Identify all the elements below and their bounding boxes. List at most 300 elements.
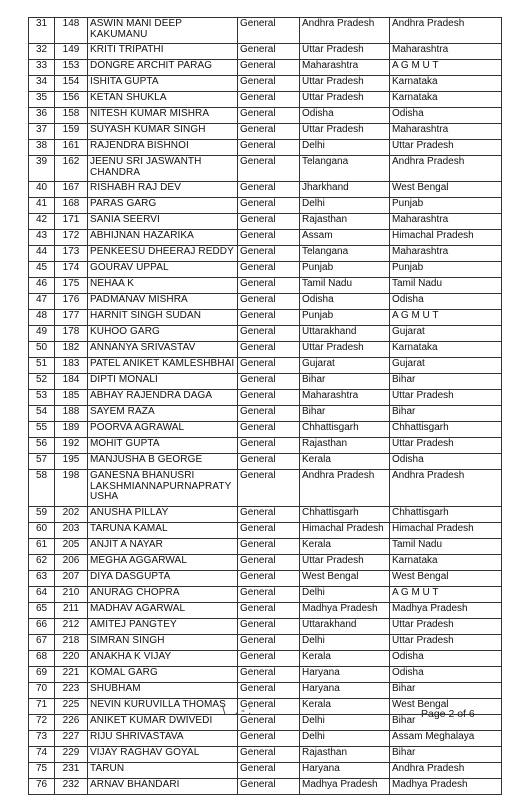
allocated-cadre-cell: Assam Meghalaya bbox=[390, 731, 502, 747]
serial-number-cell: 75 bbox=[29, 763, 55, 779]
category-cell: General bbox=[238, 374, 300, 390]
rank-cell: 159 bbox=[55, 124, 88, 140]
category-cell: General bbox=[238, 699, 300, 715]
allocated-cadre-cell: Uttar Pradesh bbox=[390, 619, 502, 635]
rank-cell: 227 bbox=[55, 731, 88, 747]
home-state-cell: Assam bbox=[300, 230, 390, 246]
allocated-cadre-cell: Uttar Pradesh bbox=[390, 140, 502, 156]
category-cell: General bbox=[238, 422, 300, 438]
candidate-name-cell: TARUN bbox=[88, 763, 238, 779]
serial-number-cell: 66 bbox=[29, 619, 55, 635]
category-cell: General bbox=[238, 619, 300, 635]
serial-number-cell: 51 bbox=[29, 358, 55, 374]
candidate-name-cell: ASWIN MANI DEEP KAKUMANU bbox=[88, 18, 238, 44]
home-state-cell: Delhi bbox=[300, 140, 390, 156]
serial-number-cell: 31 bbox=[29, 18, 55, 44]
allocated-cadre-cell: Madhya Pradesh bbox=[390, 779, 502, 795]
candidate-name-cell: KOMAL GARG bbox=[88, 667, 238, 683]
category-cell: General bbox=[238, 406, 300, 422]
allocated-cadre-cell: Himachal Pradesh bbox=[390, 230, 502, 246]
candidate-name-cell: GANESNA BHANUSRI LAKSHMIANNAPURNAPRATY USHA bbox=[88, 470, 238, 507]
home-state-cell: Gujarat bbox=[300, 358, 390, 374]
table-row bbox=[29, 108, 502, 124]
category-cell: General bbox=[238, 667, 300, 683]
candidate-name-cell: NEVIN KURUVILLA THOMAS bbox=[88, 699, 238, 715]
serial-number-cell: 43 bbox=[29, 230, 55, 246]
candidate-name-cell: MADHAV AGARWAL bbox=[88, 603, 238, 619]
candidate-name-cell: GOURAV UPPAL bbox=[88, 262, 238, 278]
table-row bbox=[29, 92, 502, 108]
serial-number-cell: 54 bbox=[29, 406, 55, 422]
table-row bbox=[29, 60, 502, 76]
category-cell: General bbox=[238, 278, 300, 294]
table-row bbox=[29, 470, 502, 507]
rank-cell: 195 bbox=[55, 454, 88, 470]
home-state-cell: Maharashtra bbox=[300, 60, 390, 76]
allocated-cadre-cell: Maharashtra bbox=[390, 246, 502, 262]
home-state-cell: Haryana bbox=[300, 763, 390, 779]
home-state-cell: Bihar bbox=[300, 374, 390, 390]
home-state-cell: Chhattisgarh bbox=[300, 507, 390, 523]
allocated-cadre-cell: A G M U T bbox=[390, 310, 502, 326]
home-state-cell: Haryana bbox=[300, 683, 390, 699]
rank-cell: 158 bbox=[55, 108, 88, 124]
rank-cell: 161 bbox=[55, 140, 88, 156]
allocated-cadre-cell: Uttar Pradesh bbox=[390, 390, 502, 406]
home-state-cell: Bihar bbox=[300, 406, 390, 422]
category-cell: General bbox=[238, 358, 300, 374]
serial-number-cell: 47 bbox=[29, 294, 55, 310]
allocated-cadre-cell: Tamil Nadu bbox=[390, 278, 502, 294]
serial-number-cell: 70 bbox=[29, 683, 55, 699]
category-cell: General bbox=[238, 140, 300, 156]
rank-cell: 225 bbox=[55, 699, 88, 715]
candidate-name-cell: ANIKET KUMAR DWIVEDI bbox=[88, 715, 238, 731]
allocated-cadre-cell: A G M U T bbox=[390, 587, 502, 603]
serial-number-cell: 34 bbox=[29, 76, 55, 92]
serial-number-cell: 40 bbox=[29, 182, 55, 198]
table-row bbox=[29, 246, 502, 262]
allocated-cadre-cell: Uttar Pradesh bbox=[390, 438, 502, 454]
table-row bbox=[29, 358, 502, 374]
home-state-cell: Kerala bbox=[300, 454, 390, 470]
table-row bbox=[29, 523, 502, 539]
allocated-cadre-cell: Bihar bbox=[390, 374, 502, 390]
rank-cell: 188 bbox=[55, 406, 88, 422]
home-state-cell: Madhya Pradesh bbox=[300, 779, 390, 795]
rank-cell: 207 bbox=[55, 571, 88, 587]
candidate-name-cell: ANAKHA K VIJAY bbox=[88, 651, 238, 667]
table-row bbox=[29, 310, 502, 326]
table-row bbox=[29, 539, 502, 555]
rank-cell: 211 bbox=[55, 603, 88, 619]
table-row bbox=[29, 603, 502, 619]
category-cell: General bbox=[238, 156, 300, 182]
category-cell: General bbox=[238, 763, 300, 779]
candidate-name-cell: DONGRE ARCHIT PARAG bbox=[88, 60, 238, 76]
home-state-cell: Delhi bbox=[300, 635, 390, 651]
table-row bbox=[29, 438, 502, 454]
serial-number-cell: 67 bbox=[29, 635, 55, 651]
table-row bbox=[29, 76, 502, 92]
candidate-name-cell: TARUNA KAMAL bbox=[88, 523, 238, 539]
category-cell: General bbox=[238, 454, 300, 470]
page-number: Page 2 of 6 bbox=[421, 708, 475, 720]
table-row bbox=[29, 374, 502, 390]
serial-number-cell: 60 bbox=[29, 523, 55, 539]
candidate-name-cell: PATEL ANIKET KAMLESHBHAI bbox=[88, 358, 238, 374]
candidate-name-cell: ABHIJNAN HAZARIKA bbox=[88, 230, 238, 246]
candidate-name-cell: ISHITA GUPTA bbox=[88, 76, 238, 92]
allocated-cadre-cell: Andhra Pradesh bbox=[390, 470, 502, 507]
serial-number-cell: 44 bbox=[29, 246, 55, 262]
allocated-cadre-cell: Odisha bbox=[390, 108, 502, 124]
home-state-cell: Uttar Pradesh bbox=[300, 124, 390, 140]
rank-cell: 183 bbox=[55, 358, 88, 374]
category-cell: General bbox=[238, 731, 300, 747]
rank-cell: 184 bbox=[55, 374, 88, 390]
category-cell: General bbox=[238, 683, 300, 699]
candidate-name-cell: HARNIT SINGH SUDAN bbox=[88, 310, 238, 326]
table-row bbox=[29, 18, 502, 44]
table-row bbox=[29, 140, 502, 156]
allocated-cadre-cell: West Bengal bbox=[390, 699, 502, 715]
home-state-cell: Uttar Pradesh bbox=[300, 76, 390, 92]
candidate-name-cell: NEHAA K bbox=[88, 278, 238, 294]
allocated-cadre-cell: Karnataka bbox=[390, 92, 502, 108]
serial-number-cell: 76 bbox=[29, 779, 55, 795]
home-state-cell: Punjab bbox=[300, 262, 390, 278]
category-cell: General bbox=[238, 18, 300, 44]
rank-cell: 232 bbox=[55, 779, 88, 795]
candidate-name-cell: VIJAY RAGHAV GOYAL bbox=[88, 747, 238, 763]
table-row bbox=[29, 454, 502, 470]
rank-cell: 203 bbox=[55, 523, 88, 539]
rank-cell: 185 bbox=[55, 390, 88, 406]
serial-number-cell: 55 bbox=[29, 422, 55, 438]
rank-cell: 223 bbox=[55, 683, 88, 699]
serial-number-cell: 62 bbox=[29, 555, 55, 571]
serial-number-cell: 69 bbox=[29, 667, 55, 683]
table-row bbox=[29, 651, 502, 667]
table-row bbox=[29, 214, 502, 230]
home-state-cell: Uttar Pradesh bbox=[300, 342, 390, 358]
home-state-cell: Telangana bbox=[300, 246, 390, 262]
allocated-cadre-cell: Bihar bbox=[390, 715, 502, 731]
table-row bbox=[29, 667, 502, 683]
table-row bbox=[29, 182, 502, 198]
rank-cell: 229 bbox=[55, 747, 88, 763]
home-state-cell: Delhi bbox=[300, 715, 390, 731]
rank-cell: 172 bbox=[55, 230, 88, 246]
home-state-cell: Delhi bbox=[300, 198, 390, 214]
home-state-cell: Uttar Pradesh bbox=[300, 44, 390, 60]
category-cell: General bbox=[238, 651, 300, 667]
home-state-cell: Rajasthan bbox=[300, 747, 390, 763]
serial-number-cell: 56 bbox=[29, 438, 55, 454]
home-state-cell: Odisha bbox=[300, 108, 390, 124]
home-state-cell: Kerala bbox=[300, 539, 390, 555]
serial-number-cell: 50 bbox=[29, 342, 55, 358]
category-cell: General bbox=[238, 587, 300, 603]
allocated-cadre-cell: Bihar bbox=[390, 406, 502, 422]
rank-cell: 156 bbox=[55, 92, 88, 108]
table-row bbox=[29, 571, 502, 587]
candidate-name-cell: MOHIT GUPTA bbox=[88, 438, 238, 454]
category-cell: General bbox=[238, 44, 300, 60]
home-state-cell: Uttarakhand bbox=[300, 326, 390, 342]
home-state-cell: Punjab bbox=[300, 310, 390, 326]
category-cell: General bbox=[238, 310, 300, 326]
rank-cell: 149 bbox=[55, 44, 88, 60]
home-state-cell: Jharkhand bbox=[300, 182, 390, 198]
category-cell: General bbox=[238, 342, 300, 358]
table-row bbox=[29, 635, 502, 651]
home-state-cell: Himachal Pradesh bbox=[300, 523, 390, 539]
table-row bbox=[29, 294, 502, 310]
serial-number-cell: 61 bbox=[29, 539, 55, 555]
candidate-name-cell: AMITEJ PANGTEY bbox=[88, 619, 238, 635]
allocated-cadre-cell: Andhra Pradesh bbox=[390, 18, 502, 44]
allocated-cadre-cell: Andhra Pradesh bbox=[390, 763, 502, 779]
rank-cell: 177 bbox=[55, 310, 88, 326]
serial-number-cell: 74 bbox=[29, 747, 55, 763]
category-cell: General bbox=[238, 246, 300, 262]
serial-number-cell: 58 bbox=[29, 470, 55, 507]
category-cell: General bbox=[238, 294, 300, 310]
candidate-name-cell: SIMRAN SINGH bbox=[88, 635, 238, 651]
table-row bbox=[29, 779, 502, 795]
home-state-cell: Andhra Pradesh bbox=[300, 470, 390, 507]
allocated-cadre-cell: Bihar bbox=[390, 747, 502, 763]
candidate-name-cell: MANJUSHA B GEORGE bbox=[88, 454, 238, 470]
candidate-name-cell: ABHAY RAJENDRA DAGA bbox=[88, 390, 238, 406]
rank-cell: 182 bbox=[55, 342, 88, 358]
home-state-cell: Maharashtra bbox=[300, 390, 390, 406]
home-state-cell: Chhattisgarh bbox=[300, 422, 390, 438]
table-row bbox=[29, 198, 502, 214]
allocated-cadre-cell: West Bengal bbox=[390, 182, 502, 198]
rank-cell: 168 bbox=[55, 198, 88, 214]
rank-cell: 167 bbox=[55, 182, 88, 198]
serial-number-cell: 39 bbox=[29, 156, 55, 182]
candidate-name-cell: RISHABH RAJ DEV bbox=[88, 182, 238, 198]
candidate-name-cell: MEGHA AGGARWAL bbox=[88, 555, 238, 571]
category-cell: General bbox=[238, 124, 300, 140]
rank-cell: 174 bbox=[55, 262, 88, 278]
table-row bbox=[29, 507, 502, 523]
category-cell: General bbox=[238, 523, 300, 539]
category-cell: General bbox=[238, 747, 300, 763]
candidate-name-cell: SHUBHAM bbox=[88, 683, 238, 699]
table-row bbox=[29, 683, 502, 699]
allocated-cadre-cell: Odisha bbox=[390, 667, 502, 683]
candidate-name-cell: ANUSHA PILLAY bbox=[88, 507, 238, 523]
candidate-name-cell: KUHOO GARG bbox=[88, 326, 238, 342]
serial-number-cell: 46 bbox=[29, 278, 55, 294]
allocated-cadre-cell: Maharashtra bbox=[390, 44, 502, 60]
table-row bbox=[29, 156, 502, 182]
home-state-cell: Madhya Pradesh bbox=[300, 603, 390, 619]
home-state-cell: Rajasthan bbox=[300, 438, 390, 454]
rank-cell: 218 bbox=[55, 635, 88, 651]
table-row bbox=[29, 619, 502, 635]
home-state-cell: Delhi bbox=[300, 731, 390, 747]
allocated-cadre-cell: Maharashtra bbox=[390, 124, 502, 140]
table-row bbox=[29, 230, 502, 246]
allocated-cadre-cell: Tamil Nadu bbox=[390, 539, 502, 555]
table-row bbox=[29, 555, 502, 571]
category-cell: General bbox=[238, 603, 300, 619]
home-state-cell: Telangana bbox=[300, 156, 390, 182]
rank-cell: 178 bbox=[55, 326, 88, 342]
category-cell: General bbox=[238, 555, 300, 571]
allocated-cadre-cell: Bihar bbox=[390, 683, 502, 699]
serial-number-cell: 33 bbox=[29, 60, 55, 76]
candidate-name-cell: KETAN SHUKLA bbox=[88, 92, 238, 108]
candidate-name-cell: ANJIT A NAYAR bbox=[88, 539, 238, 555]
rank-cell: 206 bbox=[55, 555, 88, 571]
candidate-name-cell: RAJENDRA BISHNOI bbox=[88, 140, 238, 156]
serial-number-cell: 57 bbox=[29, 454, 55, 470]
candidate-name-cell: KRITI TRIPATHI bbox=[88, 44, 238, 60]
category-cell: General bbox=[238, 230, 300, 246]
candidate-name-cell: ANNANYA SRIVASTAV bbox=[88, 342, 238, 358]
allocated-cadre-cell: Odisha bbox=[390, 454, 502, 470]
home-state-cell: Haryana bbox=[300, 667, 390, 683]
serial-number-cell: 73 bbox=[29, 731, 55, 747]
serial-number-cell: 38 bbox=[29, 140, 55, 156]
candidate-name-cell: DIPTI MONALI bbox=[88, 374, 238, 390]
serial-number-cell: 65 bbox=[29, 603, 55, 619]
serial-number-cell: 41 bbox=[29, 198, 55, 214]
candidate-name-cell: JEENU SRI JASWANTH CHANDRA bbox=[88, 156, 238, 182]
allocated-cadre-cell: West Bengal bbox=[390, 571, 502, 587]
serial-number-cell: 35 bbox=[29, 92, 55, 108]
candidate-name-cell: RIJU SHRIVASTAVA bbox=[88, 731, 238, 747]
table-row bbox=[29, 44, 502, 60]
allocated-cadre-cell: Himachal Pradesh bbox=[390, 523, 502, 539]
allocated-cadre-cell: Karnataka bbox=[390, 76, 502, 92]
category-cell: General bbox=[238, 470, 300, 507]
allocation-table bbox=[28, 17, 502, 795]
rank-cell: 198 bbox=[55, 470, 88, 507]
allocated-cadre-cell: Odisha bbox=[390, 651, 502, 667]
category-cell: General bbox=[238, 262, 300, 278]
table-row bbox=[29, 422, 502, 438]
allocated-cadre-cell: Chhattisgarh bbox=[390, 422, 502, 438]
category-cell: General bbox=[238, 571, 300, 587]
home-state-cell: Odisha bbox=[300, 294, 390, 310]
table-row bbox=[29, 406, 502, 422]
serial-number-cell: 64 bbox=[29, 587, 55, 603]
serial-number-cell: 53 bbox=[29, 390, 55, 406]
rank-cell: 171 bbox=[55, 214, 88, 230]
allocated-cadre-cell: Karnataka bbox=[390, 555, 502, 571]
category-cell: General bbox=[238, 198, 300, 214]
rank-cell: 231 bbox=[55, 763, 88, 779]
rank-cell: 154 bbox=[55, 76, 88, 92]
home-state-cell: Uttar Pradesh bbox=[300, 92, 390, 108]
serial-number-cell: 72 bbox=[29, 715, 55, 731]
table-row bbox=[29, 262, 502, 278]
rank-cell: 189 bbox=[55, 422, 88, 438]
allocated-cadre-cell: A G M U T bbox=[390, 60, 502, 76]
rank-cell: 221 bbox=[55, 667, 88, 683]
home-state-cell: West Bengal bbox=[300, 571, 390, 587]
allocated-cadre-cell: Andhra Pradesh bbox=[390, 156, 502, 182]
category-cell: General bbox=[238, 390, 300, 406]
allocated-cadre-cell: Karnataka bbox=[390, 342, 502, 358]
rank-cell: 175 bbox=[55, 278, 88, 294]
rank-cell: 210 bbox=[55, 587, 88, 603]
home-state-cell: Rajasthan bbox=[300, 214, 390, 230]
rank-cell: 153 bbox=[55, 60, 88, 76]
serial-number-cell: 49 bbox=[29, 326, 55, 342]
category-cell: General bbox=[238, 438, 300, 454]
serial-number-cell: 52 bbox=[29, 374, 55, 390]
category-cell: General bbox=[238, 92, 300, 108]
rank-cell: 202 bbox=[55, 507, 88, 523]
table-row bbox=[29, 326, 502, 342]
home-state-cell: Kerala bbox=[300, 699, 390, 715]
rank-cell: 176 bbox=[55, 294, 88, 310]
home-state-cell: Uttar Pradesh bbox=[300, 555, 390, 571]
category-cell: General bbox=[238, 779, 300, 795]
candidate-name-cell: SANIA SEERVI bbox=[88, 214, 238, 230]
serial-number-cell: 36 bbox=[29, 108, 55, 124]
table-row bbox=[29, 763, 502, 779]
home-state-cell: Kerala bbox=[300, 651, 390, 667]
candidate-name-cell: SUYASH KUMAR SINGH bbox=[88, 124, 238, 140]
allocated-cadre-cell: Gujarat bbox=[390, 326, 502, 342]
category-cell: General bbox=[238, 715, 300, 731]
handwritten-mark: \ .-: bbox=[222, 703, 255, 717]
serial-number-cell: 59 bbox=[29, 507, 55, 523]
rank-cell: 212 bbox=[55, 619, 88, 635]
category-cell: General bbox=[238, 635, 300, 651]
allocated-cadre-cell: Uttar Pradesh bbox=[390, 635, 502, 651]
home-state-cell: Delhi bbox=[300, 587, 390, 603]
serial-number-cell: 37 bbox=[29, 124, 55, 140]
rank-cell: 148 bbox=[55, 18, 88, 44]
category-cell: General bbox=[238, 60, 300, 76]
home-state-cell: Andhra Pradesh bbox=[300, 18, 390, 44]
table-row bbox=[29, 747, 502, 763]
rank-cell: 192 bbox=[55, 438, 88, 454]
serial-number-cell: 42 bbox=[29, 214, 55, 230]
serial-number-cell: 45 bbox=[29, 262, 55, 278]
candidate-name-cell: ANURAG CHOPRA bbox=[88, 587, 238, 603]
home-state-cell: Tamil Nadu bbox=[300, 278, 390, 294]
category-cell: General bbox=[238, 76, 300, 92]
category-cell: General bbox=[238, 108, 300, 124]
allocated-cadre-cell: Punjab bbox=[390, 262, 502, 278]
allocated-cadre-cell: Chhattisgarh bbox=[390, 507, 502, 523]
candidate-name-cell: PENKEESU DHEERAJ REDDY bbox=[88, 246, 238, 262]
category-cell: General bbox=[238, 214, 300, 230]
candidate-name-cell: DIYA DASGUPTA bbox=[88, 571, 238, 587]
rank-cell: 162 bbox=[55, 156, 88, 182]
allocated-cadre-cell: Madhya Pradesh bbox=[390, 603, 502, 619]
rank-cell: 205 bbox=[55, 539, 88, 555]
table-row bbox=[29, 278, 502, 294]
rank-cell: 220 bbox=[55, 651, 88, 667]
home-state-cell: Uttarakhand bbox=[300, 619, 390, 635]
serial-number-cell: 68 bbox=[29, 651, 55, 667]
candidate-name-cell: PARAS GARG bbox=[88, 198, 238, 214]
candidate-name-cell: NITESH KUMAR MISHRA bbox=[88, 108, 238, 124]
